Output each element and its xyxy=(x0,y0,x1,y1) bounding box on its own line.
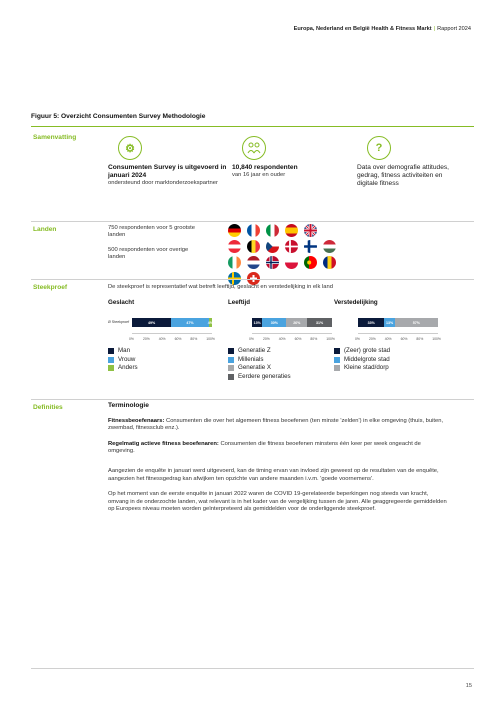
summary-item-survey xyxy=(108,136,228,187)
section-label-sample: Steekproef xyxy=(33,284,68,291)
stacked-bar xyxy=(252,318,332,327)
legend-label: Kleine stad/dorp xyxy=(344,364,389,372)
figure-title: Figuur 5: Overzicht Consumenten Survey Methodologie xyxy=(31,113,206,120)
legend-item xyxy=(108,356,138,365)
tick-label: 100% xyxy=(206,337,215,341)
legend-item xyxy=(334,364,390,373)
flag-romania-icon xyxy=(323,256,336,269)
axis-line xyxy=(358,333,438,334)
legend-label: Millenials xyxy=(238,355,264,363)
legend-item xyxy=(108,347,138,356)
legend-swatch xyxy=(228,365,234,371)
tick-label: 0% xyxy=(355,337,360,341)
flag-norway-icon xyxy=(266,256,279,269)
chart-title: Geslacht xyxy=(108,299,135,306)
legend-swatch xyxy=(108,348,114,354)
flag-ireland-icon xyxy=(228,256,241,269)
divider xyxy=(31,399,474,400)
page-number: 15 xyxy=(465,683,472,689)
bar-segment: 4% xyxy=(209,318,212,327)
legend-swatch xyxy=(334,365,340,371)
people-icon-svg xyxy=(247,142,261,154)
legend-swatch xyxy=(334,357,340,363)
section-label-countries: Landen xyxy=(33,226,57,233)
fi-cross-svg xyxy=(304,240,317,253)
flag-poland-icon xyxy=(285,256,298,269)
flag-netherlands-icon xyxy=(247,256,260,269)
question-icon: ? xyxy=(367,136,391,160)
tick-label: 0% xyxy=(249,337,254,341)
divider-green xyxy=(31,126,474,127)
legend-swatch xyxy=(228,374,234,380)
legend-label: Vrouw xyxy=(118,355,136,363)
country-flags xyxy=(228,224,336,285)
definition-regular xyxy=(108,441,448,456)
definition-fitness xyxy=(108,418,448,433)
summary-heading: 10,840 respondenten xyxy=(232,164,298,171)
summary-heading: Data over demografie attitudes, gedrag, fitness activiteiten en digitale fitness xyxy=(357,164,449,187)
legend-label: Middelgrote stad xyxy=(344,355,390,363)
section-label-summary: Samenvatting xyxy=(33,134,77,141)
divider xyxy=(31,668,474,669)
flag-czechia-icon xyxy=(266,240,279,253)
flag-denmark-icon xyxy=(285,240,298,253)
summary-item-data xyxy=(357,136,457,188)
flag-finland-icon xyxy=(304,240,317,253)
flag-belgium-icon xyxy=(247,240,260,253)
bar-segment: 49% xyxy=(132,318,171,327)
tick-label: 100% xyxy=(432,337,441,341)
gear-chart-icon: ⚙ xyxy=(118,136,142,160)
dk-cross-svg xyxy=(285,240,298,253)
sample-intro: De steekproef is representatief wat betreft leeftijd, geslacht en verstedelijking in elk land xyxy=(108,284,333,290)
legend-label: Man xyxy=(118,347,131,354)
chart-legend xyxy=(228,347,291,381)
bar-segment: 13% xyxy=(384,318,394,327)
divider xyxy=(31,279,474,280)
summary-item-respondents xyxy=(232,136,352,179)
legend-label: Generatie X xyxy=(238,364,272,372)
uk-cross-svg xyxy=(304,224,317,237)
note-timing: Aangezien de enquête in januari werd uitgevoerd, kan de timing ervan van invloed zijn geweest op de resultaten van de enquête, aangezien het fitnessgedrag kan afwijken ten opzichte van andere maanden i.v.m. 'goede voornemens'. xyxy=(108,467,439,482)
legend-label: Generatie Z xyxy=(238,347,271,354)
legend-swatch xyxy=(228,348,234,354)
chart-legend xyxy=(334,347,390,373)
running-header xyxy=(294,26,471,32)
people-icon xyxy=(242,136,266,160)
chart-title: Verstedelijking xyxy=(334,299,378,306)
note-covid: Op het moment van de eerste enquête in januari 2022 waren de COVID 19-gerelateerde beperkingen nog steeds van kracht, omvang in de onderzochte landen, wat relevant is in het kader van de vergelijking tussen de jaren. Alle geaggregeerde gemiddelden op Europees niveau moeten worden geïnterpreteerd als gemiddelden voor de onderliggende steekproef. xyxy=(108,491,447,513)
no-cross-svg xyxy=(266,256,279,269)
chart-legend xyxy=(108,347,138,373)
header-separator: | xyxy=(433,26,436,32)
bar-segment: 47% xyxy=(171,318,209,327)
cz-triangle-svg xyxy=(266,240,279,253)
legend-swatch xyxy=(108,357,114,363)
flag-italy-icon xyxy=(266,224,279,237)
summary-subtext: van 16 jaar en ouder xyxy=(232,172,286,178)
bar-segment: 31% xyxy=(307,318,332,327)
x-axis-ticks xyxy=(355,337,441,341)
x-axis-ticks xyxy=(249,337,335,341)
tick-label: 20% xyxy=(142,337,150,341)
bar-segment: 30% xyxy=(262,318,286,327)
category-label: Ø Steekproef xyxy=(108,320,130,324)
legend-item xyxy=(228,347,291,356)
bar-segment: 26% xyxy=(286,318,307,327)
summary-heading: Consumenten Survey is uitgevoerd in januari 2024 xyxy=(108,164,227,179)
tick-label: 40% xyxy=(384,337,392,341)
tick-label: 60% xyxy=(294,337,302,341)
axis-line xyxy=(252,333,332,334)
legend-item xyxy=(228,356,291,365)
section-label-definitions: Definities xyxy=(33,404,63,411)
legend-label: (Zeer) grote stad xyxy=(344,347,391,354)
definitions-heading: Terminologie xyxy=(108,402,149,409)
legend-swatch xyxy=(228,357,234,363)
flag-france-icon xyxy=(247,224,260,237)
flag-spain-icon xyxy=(285,224,298,237)
bar-segment: 57% xyxy=(395,318,438,327)
tick-label: 20% xyxy=(368,337,376,341)
definition-text: Consumenten die fitness beoefenen minstens één keer per week ongeacht de omgeving. xyxy=(108,440,421,455)
stacked-bar xyxy=(358,318,438,327)
tick-label: 40% xyxy=(158,337,166,341)
definition-term: Fitnessbeoefenaars: xyxy=(108,417,165,424)
bar-segment: 33% xyxy=(358,318,384,327)
definition-term: Regelmatig actieve fitness beoefenaren: xyxy=(108,440,219,447)
header-report: Rapport 2024 xyxy=(437,26,471,32)
pt-emblem-svg xyxy=(304,256,317,269)
legend-item xyxy=(108,364,138,373)
legend-item xyxy=(228,373,291,382)
tick-label: 80% xyxy=(310,337,318,341)
legend-item xyxy=(334,356,390,365)
flag-portugal-icon xyxy=(304,256,317,269)
tick-label: 80% xyxy=(190,337,198,341)
tick-label: 60% xyxy=(400,337,408,341)
tick-label: 20% xyxy=(262,337,270,341)
tick-label: 60% xyxy=(174,337,182,341)
legend-item xyxy=(228,364,291,373)
countries-note-other: 500 respondenten voor overige landen xyxy=(108,247,189,261)
tick-label: 80% xyxy=(416,337,424,341)
tick-label: 0% xyxy=(129,337,134,341)
legend-label: Anders xyxy=(118,364,138,372)
flag-uk-icon xyxy=(304,224,317,237)
countries-note-large: 750 respondenten voor 5 grootste landen xyxy=(108,225,196,239)
legend-item xyxy=(334,347,390,356)
x-axis-ticks xyxy=(129,337,215,341)
header-title: Europa, Nederland en België Health & Fitness Markt xyxy=(293,26,432,32)
axis-line xyxy=(132,333,212,334)
stacked-bar xyxy=(132,318,212,327)
definitions-body xyxy=(108,402,448,522)
flag-austria-icon xyxy=(228,240,241,253)
definition-text: Consumenten die over het algemeen fitness beoefenen (ten minste 'zelden') in elke omgeving (thuis, buiten, zwembad, fitnessclub enz.). xyxy=(108,417,444,432)
chart-title: Leeftijd xyxy=(228,299,251,306)
legend-swatch xyxy=(108,365,114,371)
flag-hungary-icon xyxy=(323,240,336,253)
bar-segment: 13% xyxy=(252,318,262,327)
flag-germany-icon xyxy=(228,224,241,237)
divider xyxy=(31,221,474,222)
legend-swatch xyxy=(334,348,340,354)
tick-label: 40% xyxy=(278,337,286,341)
tick-label: 100% xyxy=(326,337,335,341)
summary-subtext: ondersteund door marktonderzoekspartner xyxy=(108,180,218,186)
legend-label: Eerdere generaties xyxy=(238,372,291,380)
